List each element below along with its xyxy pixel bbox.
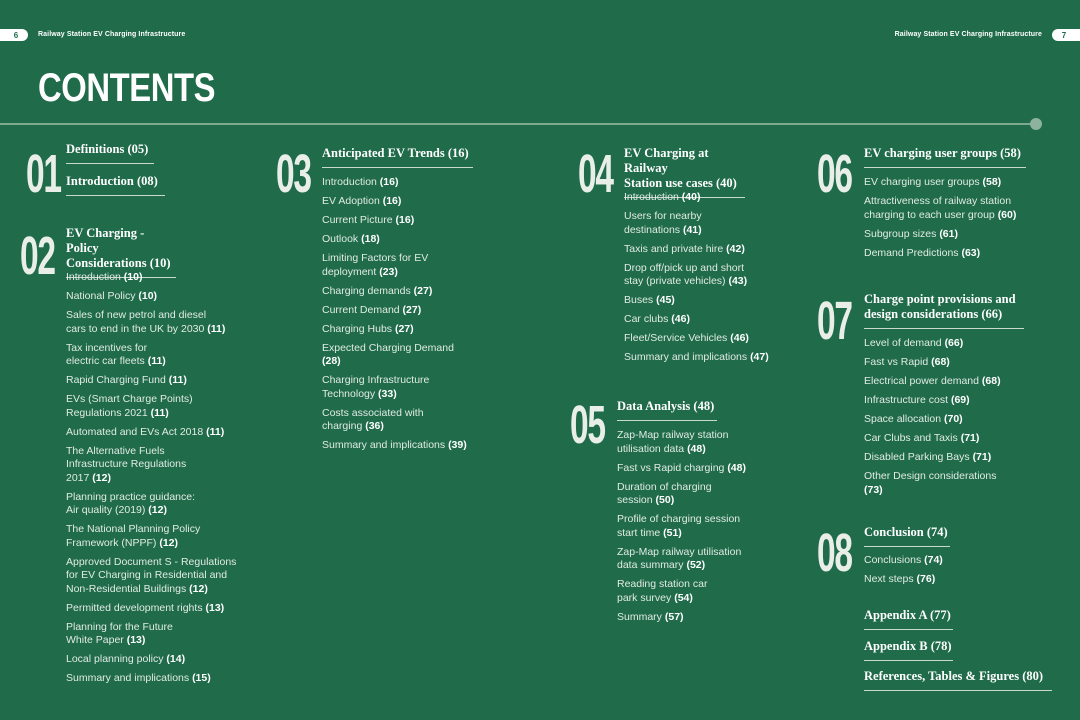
toc-entry-page: (46) bbox=[730, 332, 749, 344]
toc-entry[interactable] bbox=[617, 513, 807, 540]
section-number-08: 08 bbox=[817, 523, 852, 583]
running-title-left: Railway Station EV Charging Infrastructure bbox=[38, 31, 186, 38]
toc-entry-page: (47) bbox=[750, 351, 769, 363]
toc-entry-title: Zap-Map railway utilisation data summary bbox=[617, 545, 742, 571]
toc-entry-page: (54) bbox=[674, 591, 693, 604]
toc-entry-title: Reading station car park survey bbox=[617, 578, 708, 604]
toc-entry-title: Planning for the Future White Paper bbox=[66, 620, 173, 646]
toc-entry-page: (66) bbox=[944, 337, 964, 349]
toc-entry-title: Limiting Factors for EV deployment bbox=[322, 252, 429, 278]
toc-entry-page: (16) bbox=[382, 195, 402, 207]
toc-entry[interactable] bbox=[66, 672, 276, 686]
toc-entry-page: (10) bbox=[123, 271, 143, 283]
toc-entry-page: (42) bbox=[726, 242, 745, 255]
toc-entry-page: (48) bbox=[687, 442, 706, 455]
toc-entry[interactable] bbox=[624, 313, 814, 327]
toc-link-appendix-b[interactable]: Appendix B (78) bbox=[864, 639, 953, 661]
toc-link-introduction[interactable]: Introduction (08) bbox=[66, 174, 165, 196]
toc-entry-title: Fast vs Rapid bbox=[864, 356, 929, 368]
toc-entry[interactable] bbox=[66, 374, 276, 388]
toc-entry-page: (12) bbox=[92, 471, 111, 484]
section-heading-07[interactable]: Charge point provisions and design considerations (66) bbox=[864, 292, 1024, 329]
toc-entry-title: Buses bbox=[624, 294, 654, 306]
toc-entry[interactable] bbox=[66, 290, 276, 304]
toc-entry-title: Users for nearby destinations bbox=[624, 210, 702, 236]
toc-entry[interactable] bbox=[864, 375, 1064, 389]
toc-entry-title: EVs (Smart Charge Points) Regulations 2021 bbox=[66, 393, 193, 419]
toc-entry-page: (48) bbox=[727, 461, 746, 474]
toc-entry-title: Next steps bbox=[864, 573, 914, 585]
toc-entry-title: Fleet/Service Vehicles bbox=[624, 332, 728, 344]
toc-entry-page: (60) bbox=[997, 208, 1017, 221]
toc-entry-title: Sales of new petrol and diesel cars to end in the UK by 2030 bbox=[66, 309, 207, 335]
toc-entry-title: Costs associated with charging bbox=[322, 406, 424, 432]
section-heading-08[interactable]: Conclusion (74) bbox=[864, 525, 950, 547]
toc-entry-title: Summary bbox=[617, 610, 662, 623]
toc-entry-page: (45) bbox=[656, 294, 675, 306]
toc-entry-page: (39) bbox=[448, 439, 467, 451]
toc-entry-title: Car clubs bbox=[624, 313, 669, 325]
toc-entry[interactable] bbox=[322, 439, 522, 453]
toc-entry-title: National Policy bbox=[66, 290, 136, 302]
toc-entry-title: Drop off/pick up and short stay (private vehicles) bbox=[624, 261, 745, 287]
toc-entry[interactable] bbox=[322, 304, 522, 318]
toc-entry-title: The Alternative Fuels Infrastructure Regulations 2017 bbox=[66, 444, 187, 484]
toc-entry[interactable] bbox=[322, 285, 522, 299]
toc-entry-page: (16) bbox=[395, 214, 415, 226]
toc-entry[interactable] bbox=[66, 621, 276, 648]
toc-entry-title: Rapid Charging Fund bbox=[66, 374, 166, 386]
toc-entry[interactable] bbox=[66, 309, 276, 336]
title-rule bbox=[0, 123, 1036, 125]
toc-entry-title: Duration of charging session bbox=[617, 480, 712, 506]
toc-entry-title: Profile of charging session start time bbox=[617, 513, 741, 539]
toc-entry-page: (58) bbox=[982, 176, 1002, 188]
toc-entry-title: Demand Predictions bbox=[864, 246, 959, 259]
toc-entry[interactable] bbox=[322, 195, 522, 209]
toc-entry[interactable] bbox=[322, 252, 522, 279]
toc-entry[interactable] bbox=[322, 214, 522, 228]
toc-entry[interactable] bbox=[864, 451, 1064, 465]
toc-entry-page: (12) bbox=[148, 504, 167, 516]
section-number-05: 05 bbox=[570, 395, 605, 455]
toc-entry-title: Introduction bbox=[66, 271, 121, 283]
toc-entry[interactable] bbox=[864, 337, 1064, 351]
section-heading-03[interactable]: Anticipated EV Trends (16) bbox=[322, 146, 473, 168]
toc-entry[interactable] bbox=[864, 470, 1064, 497]
toc-entry-title: Taxis and private hire bbox=[624, 242, 724, 255]
toc-entry-page: (11) bbox=[150, 406, 169, 419]
toc-entry[interactable] bbox=[624, 191, 814, 205]
toc-entry-page: (11) bbox=[147, 355, 166, 367]
toc-entry[interactable] bbox=[624, 262, 814, 289]
toc-entry-title: Introduction bbox=[624, 191, 679, 203]
toc-entry[interactable] bbox=[66, 556, 276, 597]
section-number-04: 04 bbox=[578, 144, 613, 204]
toc-entry[interactable] bbox=[66, 393, 276, 420]
toc-entry-title: Local planning policy bbox=[66, 653, 164, 665]
toc-entry-page: (33) bbox=[378, 387, 397, 400]
section-items-08 bbox=[864, 554, 1064, 592]
toc-entry[interactable] bbox=[864, 176, 1064, 190]
page-number-left: 6 bbox=[0, 29, 28, 41]
toc-entry-title: Attractiveness of railway station charging to each user group bbox=[864, 195, 1012, 221]
toc-entry-page: (15) bbox=[192, 672, 211, 684]
section-number-06: 06 bbox=[817, 144, 852, 204]
toc-entry[interactable] bbox=[322, 176, 522, 190]
toc-link-appendix-a[interactable]: Appendix A (77) bbox=[864, 608, 953, 630]
toc-entry-title: Charging Hubs bbox=[322, 322, 393, 335]
toc-entry[interactable] bbox=[322, 374, 522, 401]
toc-entry-page: (69) bbox=[950, 394, 970, 406]
toc-entry-title: EV charging user groups bbox=[864, 176, 980, 188]
toc-entry-title: Approved Document S - Regulations for EV Charging in Residential and Non-Residential Buildings bbox=[66, 555, 237, 595]
toc-entry[interactable] bbox=[864, 195, 1064, 222]
toc-entry[interactable] bbox=[624, 294, 814, 308]
toc-entry-page: (27) bbox=[413, 284, 433, 297]
toc-entry[interactable] bbox=[66, 445, 276, 486]
toc-entry-page: (71) bbox=[960, 432, 980, 444]
toc-entry-title: Car Clubs and Taxis bbox=[864, 432, 958, 444]
toc-entry[interactable] bbox=[624, 243, 814, 257]
section-number-01: 01 bbox=[26, 144, 61, 204]
toc-entry[interactable] bbox=[864, 247, 1064, 261]
toc-link-references[interactable]: References, Tables & Figures (80) bbox=[864, 669, 1052, 691]
toc-entry[interactable] bbox=[624, 351, 814, 365]
toc-entry[interactable] bbox=[864, 413, 1064, 427]
toc-entry-page: (11) bbox=[168, 374, 187, 386]
toc-entry-page: (76) bbox=[916, 573, 936, 585]
toc-entry-page: (57) bbox=[664, 610, 684, 623]
toc-entry-page: (70) bbox=[943, 413, 963, 425]
toc-entry[interactable] bbox=[617, 611, 807, 625]
section-items-04 bbox=[624, 191, 814, 370]
toc-entry[interactable] bbox=[617, 578, 807, 605]
toc-entry[interactable] bbox=[617, 462, 807, 476]
toc-entry-page: (68) bbox=[981, 375, 1001, 387]
toc-entry-title: The National Planning Policy Framework (NPPF) bbox=[66, 523, 201, 549]
toc-entry[interactable] bbox=[864, 228, 1064, 242]
toc-link-definitions[interactable]: Definitions (05) bbox=[66, 142, 154, 164]
toc-entry[interactable] bbox=[864, 356, 1064, 370]
toc-entry[interactable] bbox=[617, 546, 807, 573]
toc-entry-page: (43) bbox=[728, 275, 748, 287]
toc-entry[interactable] bbox=[864, 394, 1064, 408]
section-number-07: 07 bbox=[817, 291, 852, 351]
toc-entry-page: (51) bbox=[663, 526, 682, 539]
section-items-07 bbox=[864, 337, 1064, 503]
toc-entry[interactable] bbox=[864, 573, 1064, 587]
toc-entry-title: Permitted development rights bbox=[66, 601, 203, 614]
section-items-06 bbox=[864, 176, 1064, 266]
toc-entry[interactable] bbox=[66, 602, 276, 616]
toc-entry[interactable] bbox=[322, 323, 522, 337]
toc-entry-page: (73) bbox=[864, 483, 883, 496]
toc-entry-page: (28) bbox=[322, 355, 341, 367]
toc-entry[interactable] bbox=[66, 271, 276, 285]
toc-entry-title: Outlook bbox=[322, 233, 359, 245]
toc-entry-title: Space allocation bbox=[864, 413, 942, 425]
toc-entry-page: (63) bbox=[961, 246, 981, 259]
toc-entry[interactable] bbox=[624, 210, 814, 237]
toc-entry[interactable] bbox=[322, 233, 522, 247]
page-title: CONTENTS bbox=[38, 66, 216, 110]
toc-entry-page: (27) bbox=[394, 322, 414, 335]
toc-entry-title: Infrastructure cost bbox=[864, 394, 949, 406]
section-items-03 bbox=[322, 176, 522, 458]
toc-entry-page: (11) bbox=[206, 425, 225, 438]
toc-entry-title: Introduction bbox=[322, 176, 377, 188]
toc-entry-page: (61) bbox=[939, 227, 958, 240]
toc-entry-title: EV Adoption bbox=[322, 195, 380, 207]
toc-entry-page: (46) bbox=[671, 313, 690, 325]
toc-entry-page: (68) bbox=[931, 356, 950, 368]
toc-entry[interactable] bbox=[617, 429, 807, 456]
toc-entry-page: (10) bbox=[138, 290, 158, 302]
toc-entry[interactable] bbox=[66, 653, 276, 667]
section-items-05 bbox=[617, 429, 807, 630]
toc-entry-page: (13) bbox=[126, 634, 146, 646]
toc-entry-title: Current Demand bbox=[322, 303, 400, 316]
toc-entry-page: (14) bbox=[166, 653, 186, 665]
toc-entry-page: (12) bbox=[189, 582, 208, 595]
toc-entry-title: Expected Charging Demand bbox=[322, 341, 454, 354]
toc-entry-title: Disabled Parking Bays bbox=[864, 451, 970, 463]
toc-entry-page: (36) bbox=[365, 420, 384, 432]
toc-entry-title: Other Design considerations bbox=[864, 470, 997, 482]
page-number-right: 7 bbox=[1052, 29, 1080, 41]
toc-entry-page: (41) bbox=[682, 223, 702, 236]
toc-entry[interactable] bbox=[322, 407, 522, 434]
toc-entry[interactable] bbox=[322, 342, 522, 369]
toc-entry-title: Level of demand bbox=[864, 337, 942, 349]
toc-entry-page: (52) bbox=[686, 559, 706, 571]
toc-entry[interactable] bbox=[617, 481, 807, 508]
toc-entry-page: (18) bbox=[361, 233, 380, 245]
toc-entry-page: (13) bbox=[205, 601, 225, 614]
toc-entry-page: (50) bbox=[655, 494, 675, 506]
toc-entry-page: (16) bbox=[379, 176, 399, 188]
toc-entry-title: Automated and EVs Act 2018 bbox=[66, 425, 204, 438]
toc-entry-page: (27) bbox=[402, 303, 422, 316]
toc-entry-title: Summary and implications bbox=[322, 439, 446, 451]
toc-entry-title: Charging Infrastructure Technology bbox=[322, 374, 430, 400]
toc-entry-title: Zap-Map railway station utilisation data bbox=[617, 429, 729, 455]
rule-end-dot bbox=[1030, 118, 1042, 130]
toc-entry-title: Planning practice guidance: Air quality (2019) bbox=[66, 490, 196, 516]
section-heading-06[interactable]: EV charging user groups (58) bbox=[864, 146, 1026, 168]
toc-entry-page: (23) bbox=[379, 265, 398, 278]
toc-entry-title: Charging demands bbox=[322, 284, 411, 297]
toc-entry-page: (40) bbox=[681, 191, 701, 203]
section-number-02: 02 bbox=[20, 226, 55, 286]
toc-entry-title: Fast vs Rapid charging bbox=[617, 461, 725, 474]
toc-entry-title: Subgroup sizes bbox=[864, 227, 937, 240]
toc-entry[interactable] bbox=[624, 332, 814, 346]
toc-entry-title: Summary and implications bbox=[66, 672, 190, 684]
toc-entry-page: (74) bbox=[924, 554, 943, 566]
section-number-03: 03 bbox=[276, 144, 311, 204]
section-items-02 bbox=[66, 271, 276, 691]
toc-entry-title: Current Picture bbox=[322, 214, 393, 226]
toc-entry-page: (12) bbox=[159, 536, 179, 549]
toc-entry-title: Conclusions bbox=[864, 554, 922, 566]
toc-entry[interactable] bbox=[66, 491, 276, 518]
toc-entry[interactable] bbox=[66, 523, 276, 550]
toc-entry[interactable] bbox=[864, 432, 1064, 446]
toc-entry[interactable] bbox=[66, 426, 276, 440]
running-title-right: Railway Station EV Charging Infrastructure bbox=[894, 31, 1042, 38]
toc-entry-page: (71) bbox=[972, 451, 992, 463]
section-heading-05[interactable]: Data Analysis (48) bbox=[617, 399, 717, 421]
toc-entry[interactable] bbox=[864, 554, 1064, 568]
toc-entry-title: Summary and implications bbox=[624, 351, 748, 363]
toc-entry-title: Electrical power demand bbox=[864, 375, 979, 387]
toc-entry-page: (11) bbox=[207, 322, 226, 335]
section-heading-04[interactable]: EV Charging at Railway Station use cases (40) bbox=[624, 146, 745, 198]
section-heading-02[interactable]: EV Charging - Policy Considerations (10) bbox=[66, 226, 176, 278]
toc-entry-title: Tax incentives for electric car fleets bbox=[66, 341, 148, 367]
toc-entry[interactable] bbox=[66, 342, 276, 369]
